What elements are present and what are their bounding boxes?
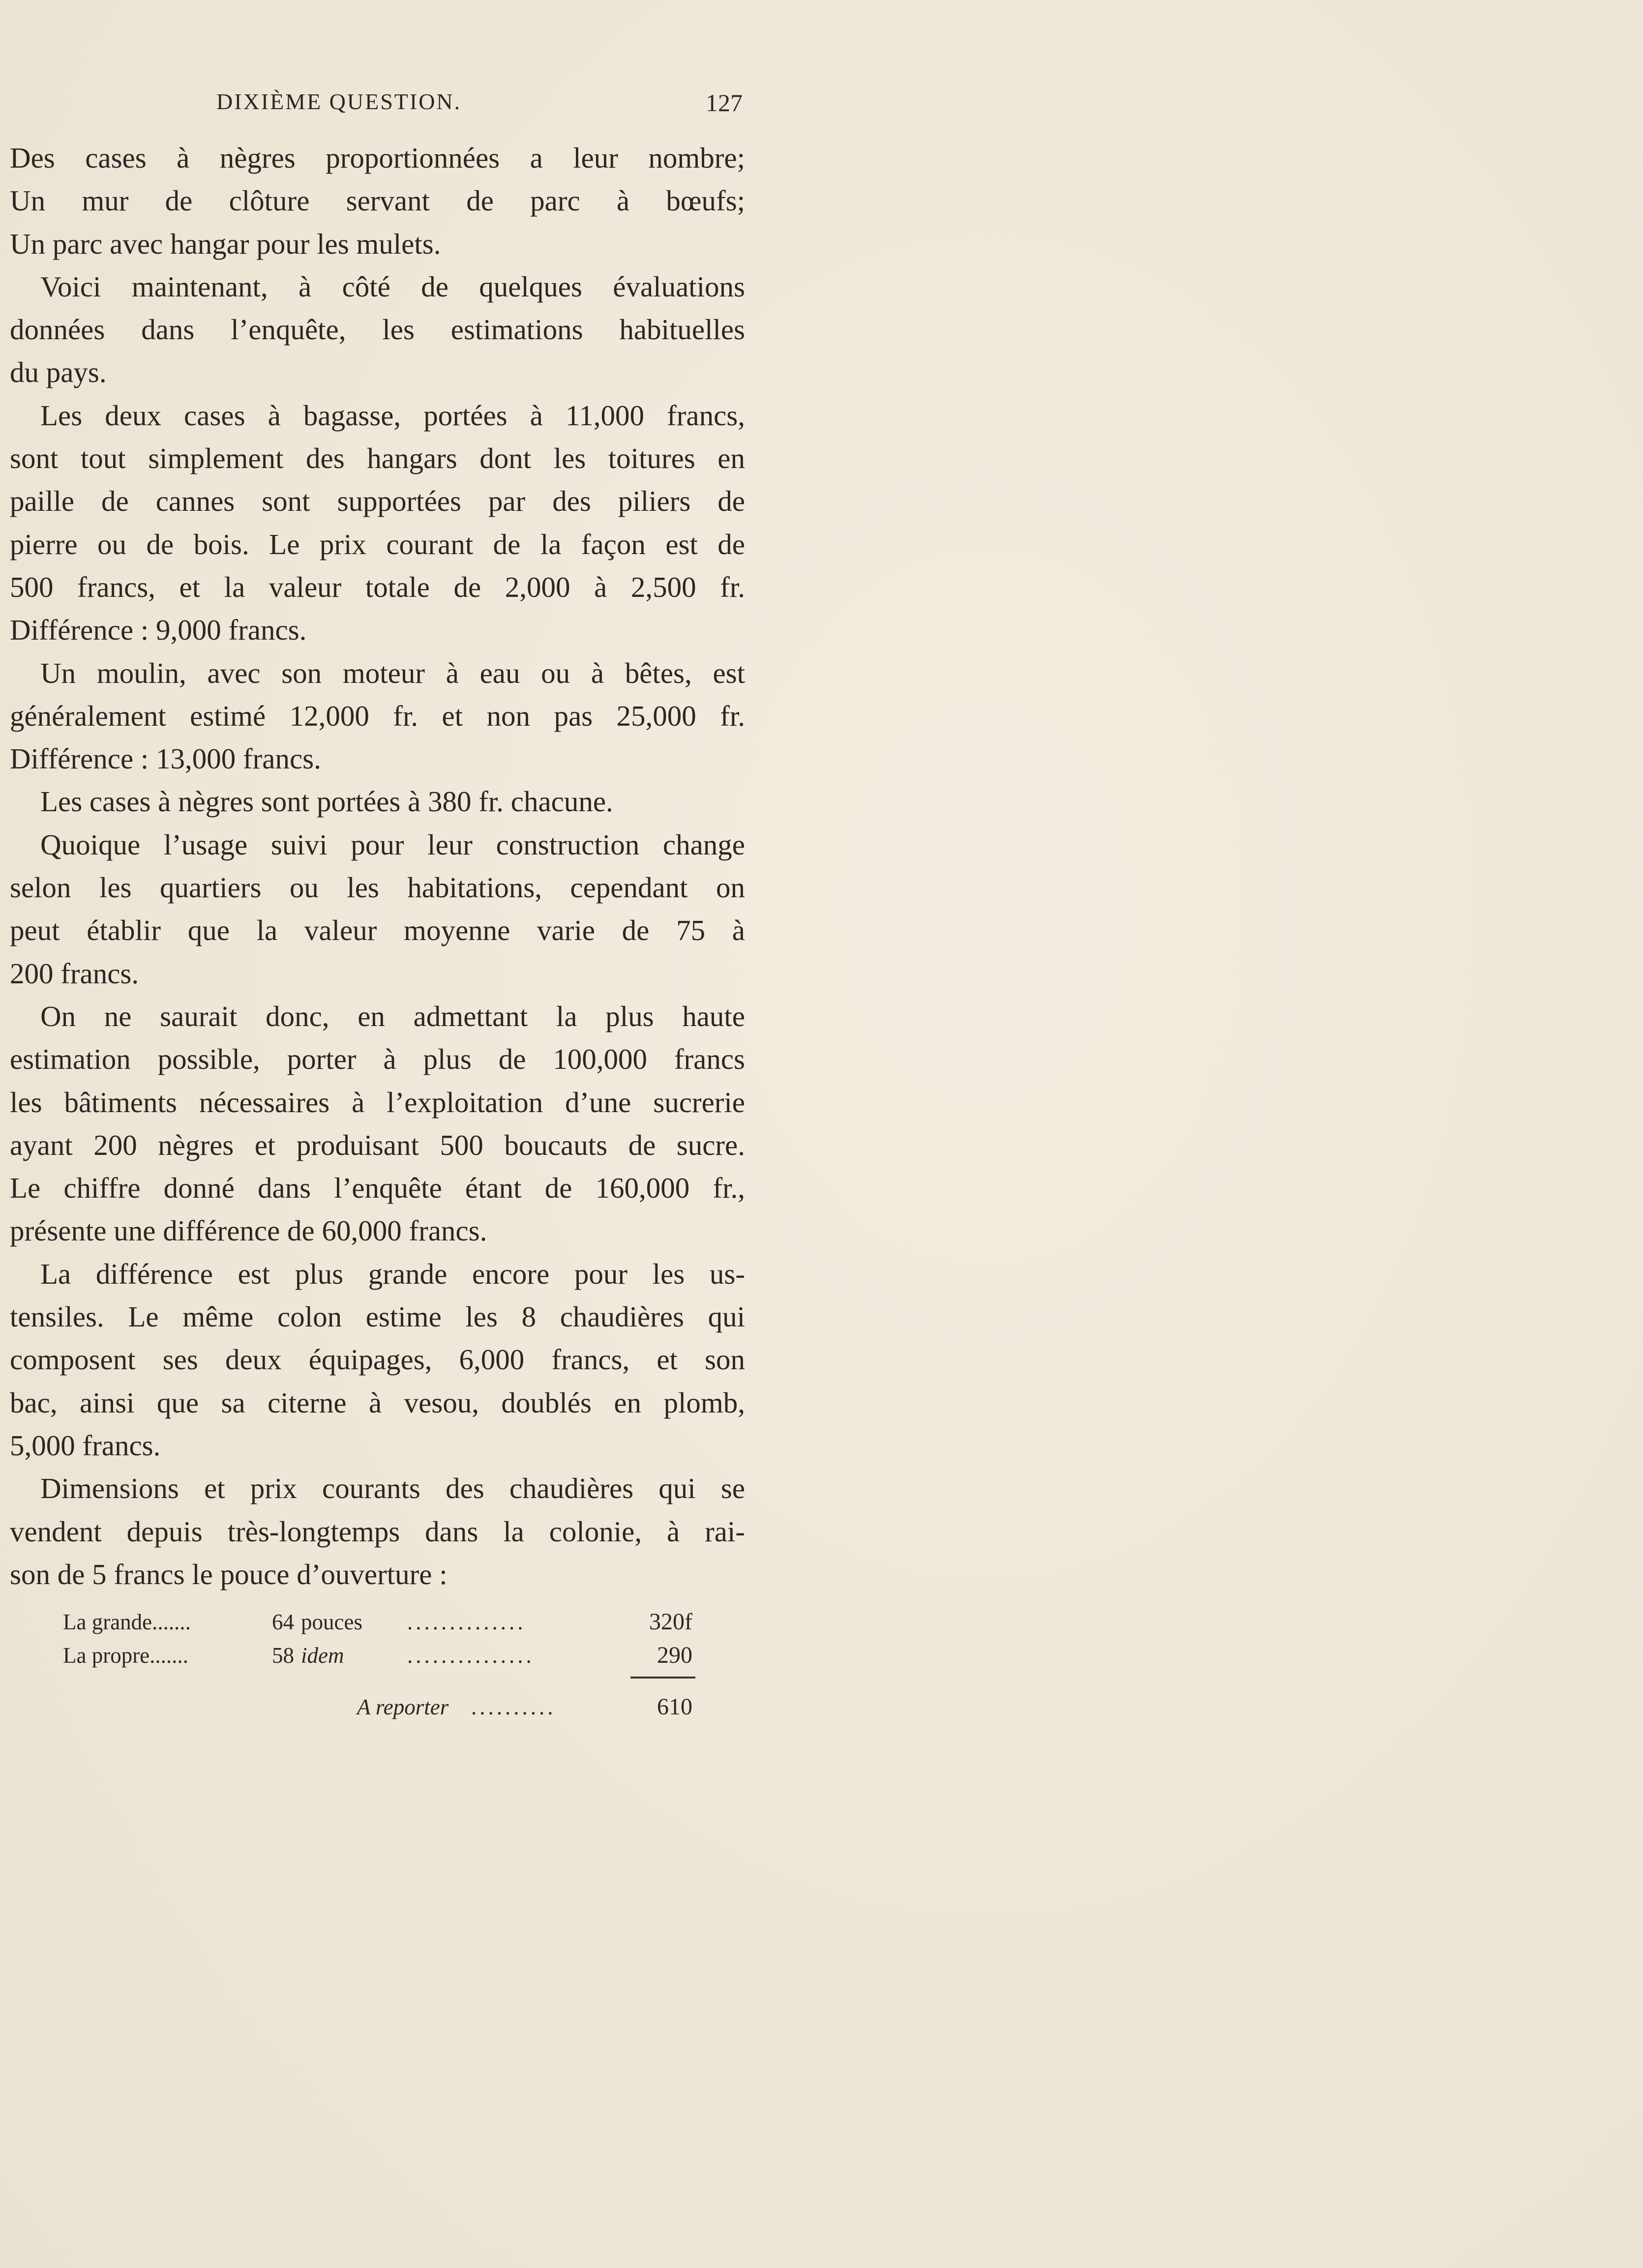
- text-line: selon les quartiers ou les habitations, cependant on: [10, 871, 745, 904]
- table-row: [63, 1605, 692, 1639]
- row-quantity: 58 idem: [272, 1643, 344, 1668]
- dot-leader: ..........: [471, 1695, 556, 1719]
- text-line: Voici maintenant, à côté de quelques évaluations: [40, 270, 745, 303]
- sum-rule: [630, 1677, 695, 1679]
- text-line: composent ses deux équipages, 6,000 francs, et son: [10, 1343, 745, 1376]
- text-line: Un mur de clôture servant de parc à bœufs;: [10, 184, 745, 217]
- text-line: Un moulin, avec son moteur à eau ou à bêtes, est: [40, 656, 745, 689]
- row-quantity: 64 pouces: [272, 1610, 362, 1634]
- price-table: [63, 1605, 692, 1672]
- text-line: paille de cannes sont supportées par des piliers de: [10, 485, 745, 518]
- label-leader: .......: [152, 1610, 191, 1634]
- dot-leader: ..............: [407, 1610, 526, 1634]
- text-line: peut établir que la valeur moyenne varie de 75 à: [10, 914, 745, 947]
- text-line: bac, ainsi que sa citerne à vesou, doublés en plomb,: [10, 1386, 745, 1419]
- body-text: [10, 137, 745, 1596]
- text-line: Dimensions et prix courants des chaudières qui se: [40, 1472, 745, 1505]
- text-line: Quoique l’usage suivi pour leur construction change: [40, 828, 745, 861]
- carry-forward-row: [63, 1690, 692, 1724]
- text-line: vendent depuis très-longtemps dans la colonie, à rai-: [10, 1515, 745, 1548]
- text-line: Les cases à nègres sont portées à 380 fr. chacune.: [40, 785, 613, 818]
- text-line: sont tout simplement des hangars dont les toitures en: [10, 442, 745, 475]
- text-line: du pays.: [10, 356, 107, 389]
- running-head: DIXIÈME QUESTION.: [216, 89, 462, 114]
- text-line: Différence : 9,000 francs.: [10, 614, 307, 647]
- text-line: Les deux cases à bagasse, portées à 11,000 francs,: [40, 399, 745, 432]
- text-line: Différence : 13,000 francs.: [10, 742, 321, 775]
- text-line: tensiles. Le même colon estime les 8 chaudières qui: [10, 1300, 745, 1333]
- dot-leader: ...............: [407, 1643, 535, 1668]
- text-line: son de 5 francs le pouce d’ouverture :: [10, 1558, 448, 1591]
- table-row: [63, 1639, 692, 1672]
- text-line: 200 francs.: [10, 957, 139, 990]
- row-amount: 320f: [649, 1609, 692, 1635]
- page-number: 127: [706, 89, 743, 117]
- row-unit: pouces: [301, 1610, 362, 1634]
- row-label: La propre.......: [63, 1643, 188, 1668]
- row-unit: idem: [301, 1643, 344, 1668]
- text-line: données dans l’enquête, les estimations habituelles: [10, 313, 745, 346]
- row-label: La grande.......: [63, 1610, 191, 1634]
- text-line: pierre ou de bois. Le prix courant de la façon est de: [10, 528, 745, 560]
- text-line: les bâtiments nécessaires à l’exploitation d’une sucrerie: [10, 1086, 745, 1119]
- text-line: 500 francs, et la valeur totale de 2,000 à 2,500 fr.: [10, 570, 745, 603]
- carry-label: A reporter: [357, 1695, 449, 1719]
- page-header: [216, 88, 743, 123]
- text-line: Le chiffre donné dans l’enquête étant de 160,000 fr.,: [10, 1172, 745, 1205]
- text-line: Un parc avec hangar pour les mulets.: [10, 227, 441, 260]
- text-line: ayant 200 nègres et produisant 500 boucauts de sucre.: [10, 1128, 745, 1161]
- row-amount: 290: [657, 1642, 692, 1668]
- carry-amount: 610: [657, 1694, 692, 1720]
- label-leader: .......: [149, 1643, 188, 1668]
- text-line: présente une différence de 60,000 francs.: [10, 1214, 487, 1247]
- text-line: estimation possible, porter à plus de 100,000 francs: [10, 1043, 745, 1076]
- text-line: 5,000 francs.: [10, 1429, 161, 1462]
- text-line: La différence est plus grande encore pour les us-: [40, 1257, 745, 1290]
- text-line: généralement estimé 12,000 fr. et non pas 25,000 fr.: [10, 699, 745, 732]
- text-line: Des cases à nègres proportionnées a leur nombre;: [10, 142, 745, 174]
- text-line: On ne saurait donc, en admettant la plus haute: [40, 1000, 745, 1032]
